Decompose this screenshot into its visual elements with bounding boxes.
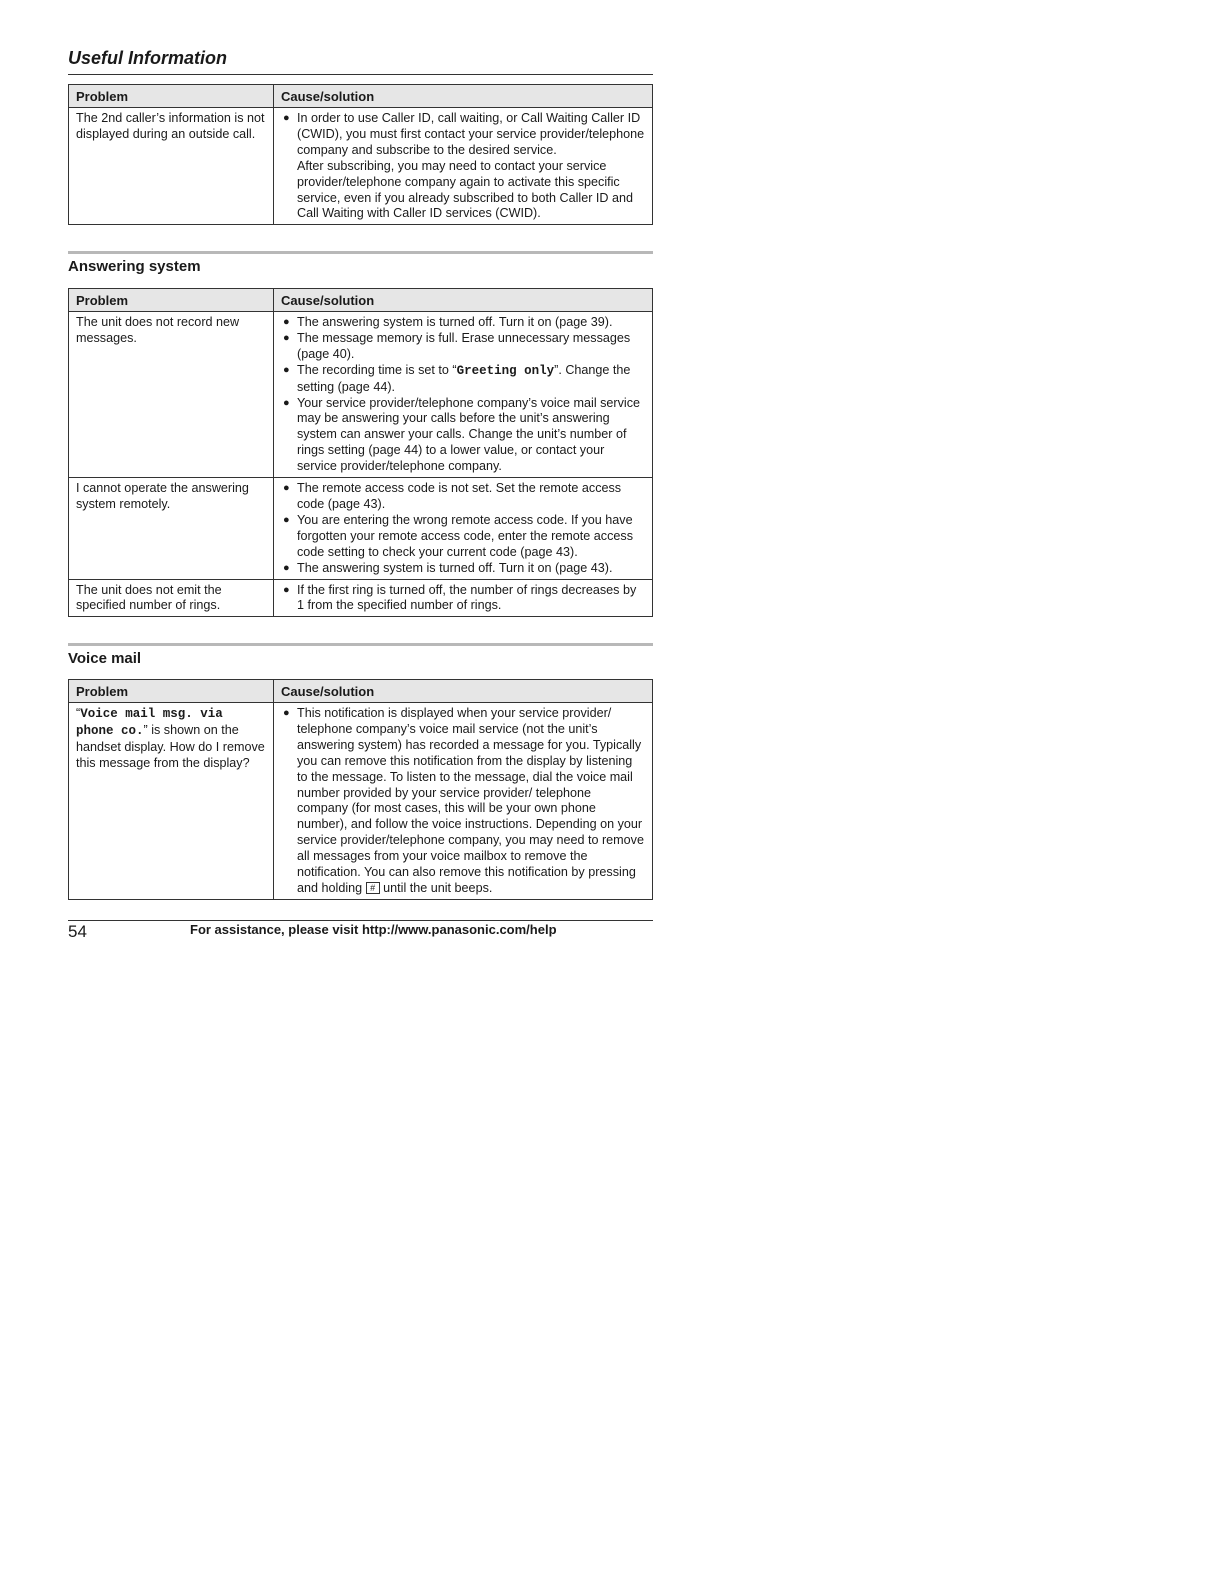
- cause-column-header: Cause/solution: [274, 85, 653, 108]
- solution-text: If the first ring is turned off, the number of rings decreases by 1 from the specified number of rings.: [297, 582, 637, 613]
- cause-column-header: Cause/solution: [274, 680, 653, 703]
- answering-system-table: [68, 288, 653, 617]
- bullet-icon: ●: [283, 396, 290, 409]
- quote-mark: “: [76, 706, 81, 720]
- solution-text: until the unit beeps.: [379, 880, 493, 895]
- list-item: [281, 363, 645, 396]
- pound-key-icon: #: [366, 882, 380, 894]
- table-row: [69, 579, 653, 617]
- voice-mail-table: [68, 679, 653, 900]
- bullet-icon: ●: [283, 707, 290, 719]
- solution-text: ”. Change the setting (page 44).: [297, 362, 631, 394]
- solution-cell: [274, 703, 653, 900]
- solution-list: [281, 481, 645, 576]
- section-divider: [68, 251, 653, 254]
- table-row: [69, 703, 653, 900]
- list-item: [281, 583, 645, 615]
- table-row: [69, 108, 653, 225]
- bullet-icon: ●: [283, 316, 290, 328]
- solution-continuation: After subscribing, you may need to contact your service provider/telephone company again to activate this specific service, even if you already subscribed to both Caller ID and Call Waiting with Caller ID services (CWID).: [297, 158, 634, 221]
- list-item: [281, 513, 645, 561]
- problem-cell: The unit does not record new messages.: [69, 312, 274, 478]
- solution-list: [281, 583, 645, 615]
- solution-cell: [274, 579, 653, 617]
- list-item: [281, 561, 645, 577]
- solution-text: The answering system is turned off. Turn it on (page 39).: [297, 315, 613, 329]
- problem-text: ” is shown on the handset display. How do I remove this message from the display?: [76, 722, 265, 770]
- bullet-icon: ●: [283, 482, 290, 495]
- solution-text: In order to use Caller ID, call waiting, or Call Waiting Caller ID (CWID), you must first contact your service provider/telephone company and subscribe to the desired service.: [297, 111, 645, 157]
- section-heading-answering: Answering system: [68, 258, 201, 275]
- section-heading-voicemail: Voice mail: [68, 650, 142, 667]
- solution-text: The recording time is set to “: [297, 362, 457, 377]
- solution-cell: [274, 478, 653, 579]
- solution-text: Your service provider/telephone company’s voice mail service may be answering your calls before the unit’s answering system can answer your calls. Change the unit’s number of rings setting (page 44) to a lower value, or contact your service provider/telephone company.: [297, 395, 641, 474]
- list-item: [281, 706, 645, 897]
- list-item: [281, 315, 645, 331]
- problem-column-header: Problem: [69, 680, 274, 703]
- list-item: [281, 111, 645, 159]
- table-row: [69, 478, 653, 579]
- table-row: [69, 312, 653, 478]
- display-text: Greeting only: [456, 363, 555, 378]
- table-header-row: [69, 289, 653, 312]
- solution-cell: [274, 312, 653, 478]
- problem-cell: I cannot operate the answering system remotely.: [69, 478, 274, 579]
- solution-cell: [274, 108, 653, 225]
- table-header-row: [69, 85, 653, 108]
- list-item: [281, 331, 645, 363]
- page-number: 54: [68, 922, 87, 941]
- cause-column-header: Cause/solution: [274, 289, 653, 312]
- bullet-icon: ●: [283, 513, 290, 526]
- table-header-row: [69, 680, 653, 703]
- page-title: Useful Information: [68, 48, 228, 68]
- caller-id-table: [68, 84, 653, 225]
- solution-list: [281, 706, 645, 897]
- solution-list: [281, 111, 645, 159]
- assistance-text: For assistance, please visit http://www.panasonic.com/help: [190, 922, 557, 937]
- title-divider: [68, 74, 653, 75]
- bullet-icon: ●: [283, 561, 290, 574]
- bullet-icon: ●: [283, 583, 290, 596]
- solution-text: You are entering the wrong remote access code. If you have forgotten your remote access code, enter the remote access code setting to check your current code (page 43).: [297, 512, 634, 559]
- bullet-icon: ●: [283, 331, 290, 344]
- problem-column-header: Problem: [69, 85, 274, 108]
- problem-cell: [69, 703, 274, 900]
- section-divider: [68, 643, 653, 646]
- problem-cell: The 2nd caller’s information is not displayed during an outside call.: [69, 108, 274, 225]
- bullet-icon: ●: [283, 112, 290, 124]
- solution-text: This notification is displayed when your service provider/ telephone company’s voice mail service (not the unit’s answering system) has recorded a message for you. Typically you can remove this notification from the display by listening to the message. To listen to the message, dial the voice mail number provided by your service provider/ telephone company (for most cases, this will be your own phone number), and follow the voice instructions. Depending on your service provider/telephone company, you may need to remove all messages from your voice mailbox to remove the notification. You can also remove this notification by pressing and holding: [297, 706, 644, 895]
- list-item: [281, 396, 645, 476]
- display-text: Voice mail msg. via phone co.: [76, 707, 223, 738]
- footer-divider: [68, 920, 653, 921]
- solution-text: The message memory is full. Erase unnecessary messages (page 40).: [297, 330, 631, 361]
- solution-list: [281, 315, 645, 475]
- problem-column-header: Problem: [69, 289, 274, 312]
- list-item: [281, 481, 645, 513]
- problem-cell: The unit does not emit the specified number of rings.: [69, 579, 274, 617]
- bullet-icon: ●: [283, 363, 290, 376]
- solution-text: The answering system is turned off. Turn it on (page 43).: [297, 560, 613, 575]
- solution-text: The remote access code is not set. Set the remote access code (page 43).: [297, 481, 622, 511]
